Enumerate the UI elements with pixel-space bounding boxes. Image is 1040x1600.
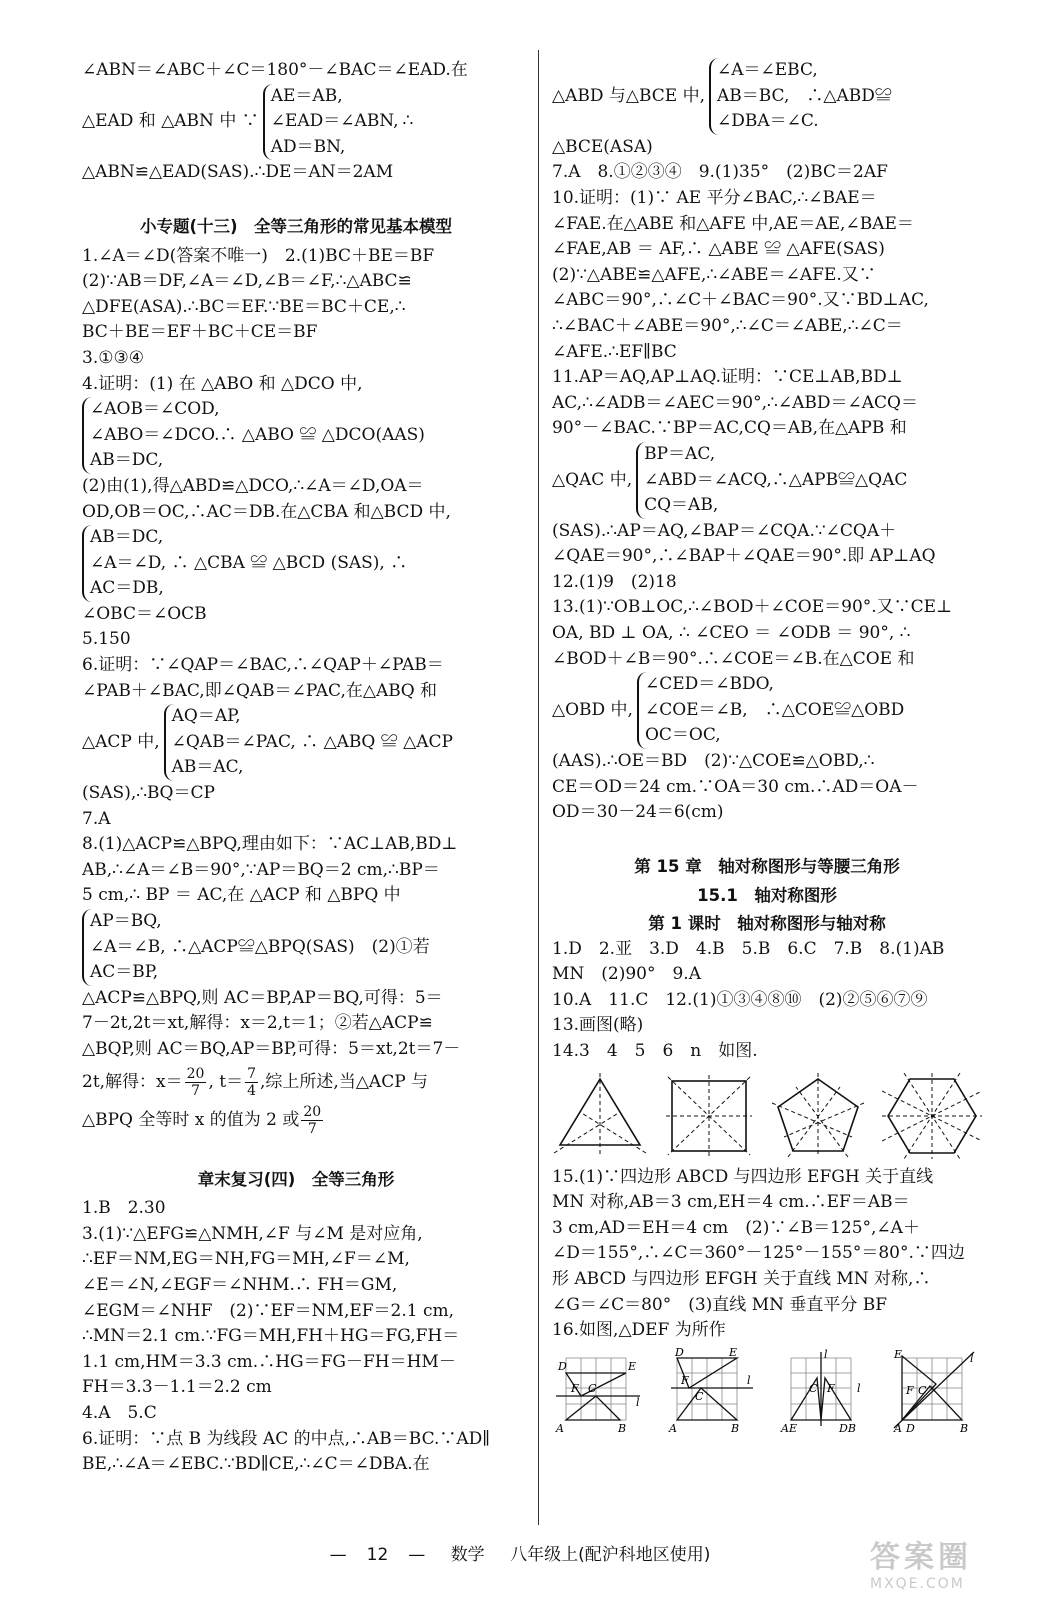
condition-brace: △QAC 中, BP＝AC, ∠ABD＝∠ACQ,∴△APB≌△QAC CQ＝AB, [552, 442, 982, 519]
text-line: ∠ABN＝∠ABC＋∠C＝180°－∠BAC＝∠EAD.在 [82, 60, 468, 80]
text-line: (2)由(1),得△ABD≌△DCO,∴∠A＝∠D,OA＝ [82, 475, 424, 496]
grid-label: F [571, 1381, 579, 1395]
grid-label: E [893, 1347, 902, 1361]
right-column [552, 58, 982, 1440]
text-line: (SAS).∴AP＝AQ,∠BAP＝∠CQA.∵∠CQA＋ [552, 520, 897, 541]
text-line: 13.画图(略) [552, 1015, 644, 1036]
grid-label: l [636, 1395, 640, 1409]
pentagon-symmetry-figure [770, 1073, 866, 1159]
grid-label: C [694, 1389, 704, 1403]
text-line: 1.B 2.30 [82, 1198, 166, 1219]
condition-brace: AP＝BQ, ∠A＝∠B, ∴△ACP≌△BPQ(SAS) (2)①若 AC＝BP, [82, 909, 510, 986]
grid-label: l [746, 1373, 751, 1387]
fraction: $\frac{20}{7}$ [303, 1103, 322, 1137]
grid-label: D [905, 1421, 915, 1434]
text-line: 6.证明：∵∠QAP＝∠BAC,∴∠QAP＋∠PAB＝ [82, 655, 444, 676]
text-line: (SAS),∴BQ＝CP [82, 783, 215, 804]
text-line: △ACP≌△BPQ,则 AC＝BP,AP＝BQ,可得：5＝ [82, 987, 443, 1008]
text-line: ∠AFE.∴EF∥BC [552, 341, 677, 362]
text-line: ∠PAB＋∠BAC,即∠QAB＝∠PAC,在△ABQ 和 [82, 680, 438, 701]
text-line: ∠BOD＋∠B＝90°.∴∠COE＝∠B.在△COE 和 [552, 648, 915, 669]
text-line: (2)∵△ABE≌△AFE,∴∠ABE＝∠AFE.又∵ [552, 264, 876, 285]
condition-brace: △ABD 与△BCE 中, ∠A＝∠EBC, AB＝BC, ∴△ABD≌ ∠DBA＝∠C. [552, 58, 982, 135]
text-line: (AAS).∴OE＝BD (2)∵△COE≌△OBD,∴ [552, 751, 875, 772]
text-line: ∠QAE＝90°,∴∠BAP＋∠QAE＝90°.即 AP⊥AQ [552, 546, 936, 567]
text-line: ∴EF＝NM,EG＝NH,FG＝MH,∠F＝∠M, [82, 1249, 410, 1270]
section-title: 15.1 轴对称图形 [697, 886, 837, 906]
subject: 数学 [450, 1545, 485, 1565]
fraction-line: △BPQ 全等时 x 的值为 2 或 $\frac{20}{7}$ [82, 1103, 322, 1137]
square-symmetry-figure [664, 1073, 754, 1159]
text-line: 12.(1)9 (2)18 [552, 571, 677, 592]
grid-label: DB [839, 1421, 857, 1434]
grid-label: B [959, 1421, 969, 1434]
grid-label: C [917, 1383, 927, 1397]
text-line: 4.A 5.C [82, 1402, 157, 1423]
grid-label: A [556, 1421, 564, 1434]
grid-label: E [628, 1359, 637, 1373]
text-line: ∠FAE,AB ＝ AF,∴ △ABE ≌ △AFE(SAS) [552, 239, 885, 260]
text-line: ∴∠BAC＋∠ABE＝90°,∴∠C＝∠ABE,∴∠C＝ [552, 315, 903, 336]
fraction-line: 2t,解得：x＝ $\frac{20}{7}$ , t＝ $\frac{7}{4}$ ,综上所述,当△ACP 与 [82, 1065, 429, 1099]
fraction: $\frac{7}{4}$ [247, 1065, 257, 1099]
text-line: BC＋BE＝EF＋BC＋CE＝BF [82, 322, 318, 343]
lesson-title: 第 1 课时 轴对称图形与轴对称 [648, 914, 886, 933]
chapter-title: 第 15 章 轴对称图形与等腰三角形 [634, 856, 900, 876]
left-column [82, 58, 510, 1478]
grid-label: l [824, 1347, 828, 1361]
text-line: 5 cm,∴ BP ＝ AC,在 △ACP 和 △BPQ 中 [82, 885, 401, 906]
text-line: 1.∠A＝∠D(答案不唯一) 2.(1)BC＋BE＝BF [82, 245, 435, 266]
text-line: 3.①③④ [82, 347, 144, 368]
text-line: ∠D＝155°,∴∠C＝360°－125°－155°＝80°.∵四边 [552, 1243, 965, 1264]
grid-figure-2 [665, 1348, 757, 1434]
grid-label: AE [781, 1421, 798, 1434]
grid-label: B [618, 1421, 627, 1434]
text-line: △DFE(ASA).∴BC＝EF.∵BE＝BC＋CE,∴ [82, 296, 406, 317]
text-line: ∴MN＝2.1 cm.∵FG＝MH,FH＋HG＝FG,FH＝ [82, 1326, 460, 1347]
text-line: 7.A 8.①②③④ 9.(1)35° (2)BC＝2AF [552, 162, 888, 183]
grade-info: 八年级上(配沪科地区使用) [510, 1545, 711, 1565]
text-line: 7.A [82, 808, 111, 829]
text-line: ∠ABC＝90°,∴∠C＋∠BAC＝90°.又∵BD⊥AC, [552, 290, 929, 311]
text-line: AC,∴∠ADB＝∠AEC＝90°,∴∠ABD＝∠ACQ＝ [552, 392, 918, 413]
text-line: 11.AP＝AQ,AP⊥AQ.证明：∵CE⊥AB,BD⊥ [552, 367, 903, 388]
column-divider [538, 50, 539, 1525]
grid-figure-3 [777, 1348, 869, 1434]
fraction: $\frac{20}{7}$ [186, 1065, 205, 1099]
text-line: △ABN≌△EAD(SAS).∴DE＝AN＝2AM [82, 162, 394, 183]
grid-label: l [857, 1381, 861, 1395]
text-line: ∠FAE.在△ABE 和△AFE 中,AE＝AE,∠BAE＝ [552, 213, 914, 234]
condition-brace: △OBD 中, ∠CED＝∠BDO, ∠COE＝∠B, ∴△COE≌△OBD OC＝OC, [552, 672, 982, 749]
grid-label: C [809, 1381, 818, 1395]
text-line: 形 ABCD 与四边形 EFGH 关于直线 MN 对称,∴ [552, 1268, 931, 1289]
text-line: ∠G＝∠C＝80° (3)直线 MN 垂直平分 BF [552, 1294, 888, 1315]
text-line: 6.证明：∵点 B 为线段 AC 的中点,∴AB＝BC.∵AD∥ [82, 1428, 491, 1449]
text-line: ∠OBC＝∠OCB [82, 603, 207, 624]
text-line: 8.(1)△ACP≌△BPQ,理由如下：∵AC⊥AB,BD⊥ [82, 834, 458, 855]
grid-label: B [730, 1421, 739, 1434]
grid-figure-4 [890, 1348, 982, 1434]
condition-brace: ∠AOB＝∠COD, ∠ABO＝∠DCO.∴ △ABO ≌ △DCO(AAS) AB＝DC, [82, 397, 510, 474]
section-title: 章末复习(四) 全等三角形 [197, 1169, 395, 1189]
text-line: MN 对称,AB＝3 cm,EH＝4 cm.∴EF＝AB＝ [552, 1192, 910, 1213]
section-title: 小专题(十三) 全等三角形的常见基本模型 [139, 216, 453, 236]
text-line: OD＝30－24＝6(cm) [552, 802, 724, 823]
text-line: BE,∴∠A＝∠EBC.∵BD∥CE,∴∠C＝∠DBA.在 [82, 1454, 430, 1475]
text-line: (2)∵AB＝DF,∠A＝∠D,∠B＝∠F,∴△ABC≌ [82, 271, 412, 292]
grid-label: F [905, 1383, 914, 1397]
text-line: 1.1 cm,HM＝3.3 cm.∴HG＝FG－FH＝HM－ [82, 1351, 456, 1372]
page-footer: — 12 — 数学 八年级上(配沪科地区使用) [329, 1545, 711, 1565]
text-line: 4.证明：(1) 在 △ABO 和 △DCO 中, [82, 373, 363, 394]
grid-label: E [728, 1347, 737, 1359]
text-line: 7－2t,2t＝xt,解得：x＝2,t＝1；②若△ACP≌ [82, 1013, 433, 1034]
text-line: 3 cm,AD＝EH＝4 cm (2)∵∠B＝125°,∠A＋ [552, 1217, 920, 1238]
grid-label: F [827, 1381, 835, 1395]
triangle-symmetry-figure [552, 1073, 648, 1159]
symmetry-figures [552, 1073, 982, 1159]
text-line: 90°－∠BAC.∵BP＝AC,CQ＝AB,在△APB 和 [552, 418, 907, 439]
text-line: ∠EGM＝∠NHF (2)∵EF＝NM,EF＝2.1 cm, [82, 1300, 455, 1321]
grid-figures [552, 1348, 982, 1434]
text-line: 15.(1)∵四边形 ABCD 与四边形 EFGH 关于直线 [552, 1166, 934, 1187]
condition-brace: △ACP 中, AQ＝AP, ∠QAB＝∠PAC, ∴ △ABQ ≌ △ACP AB＝AC, [82, 704, 510, 781]
text-line: △BQP,则 AC＝BQ,AP＝BP,可得：5＝xt,2t＝7－ [82, 1038, 461, 1059]
text-line: 10.A 11.C 12.(1)①③④⑧⑩ (2)②⑤⑥⑦⑨ [552, 989, 928, 1010]
grid-label: F [680, 1373, 689, 1387]
text-line: 14.3 4 5 6 n 如图. [552, 1040, 758, 1061]
text-line: 13.(1)∵OB⊥OC,∴∠BOD＋∠COE＝90°.又∵CE⊥ [552, 597, 953, 618]
text-line: 3.(1)∵△EFG≌△NMH,∠F 与∠M 是对应角, [82, 1223, 423, 1244]
text-line: AB,∴∠A＝∠B＝90°,∵AP＝BQ＝2 cm,∴BP＝ [82, 859, 440, 880]
text-line: ∠E＝∠N,∠EGF＝∠NHM.∴ FH＝GM, [82, 1274, 398, 1295]
grid-label: l [969, 1351, 974, 1365]
text-line: OD,OB＝OC,∴AC＝DB.在△CBA 和△BCD 中, [82, 501, 451, 522]
page-number: 12 [366, 1545, 389, 1565]
text-line: 16.如图,△DEF 为所作 [552, 1320, 726, 1341]
condition-brace: △EAD 和 △ABN 中 ∵ AE＝AB, ∠EAD＝∠ABN, AD＝BN, ∴ [82, 84, 510, 161]
grid-figure-1 [552, 1348, 644, 1434]
hexagon-symmetry-figure [882, 1073, 982, 1159]
text-line: 10.证明：(1)∵ AE 平分∠BAC,∴∠BAE＝ [552, 187, 877, 208]
grid-label: D [674, 1347, 684, 1359]
text-line: CE＝OD＝24 cm.∵OA＝30 cm.∴AD＝OA－ [552, 776, 919, 797]
watermark-logo: 答案圈 MXQE.COM [870, 1540, 972, 1592]
text-line: 1.D 2.亚 3.D 4.B 5.B 6.C 7.B 8.(1)AB [552, 938, 945, 959]
text-line: 5.150 [82, 629, 131, 650]
text-line: △BCE(ASA) [552, 136, 653, 157]
grid-label: A [668, 1421, 677, 1434]
grid-label: A [893, 1421, 902, 1434]
text-line: MN (2)90° 9.A [552, 964, 701, 985]
grid-label: D [558, 1359, 567, 1373]
text-line: FH＝3.3－1.1＝2.2 cm [82, 1377, 272, 1398]
condition-brace: AB＝DC, ∠A＝∠D, ∴ △CBA ≌ △BCD (SAS), ∴ AC＝DB, [82, 525, 510, 602]
grid-label: C [588, 1381, 597, 1395]
text-line: OA, BD ⊥ OA, ∴ ∠CEO ＝ ∠ODB ＝ 90°, ∴ [552, 623, 911, 644]
